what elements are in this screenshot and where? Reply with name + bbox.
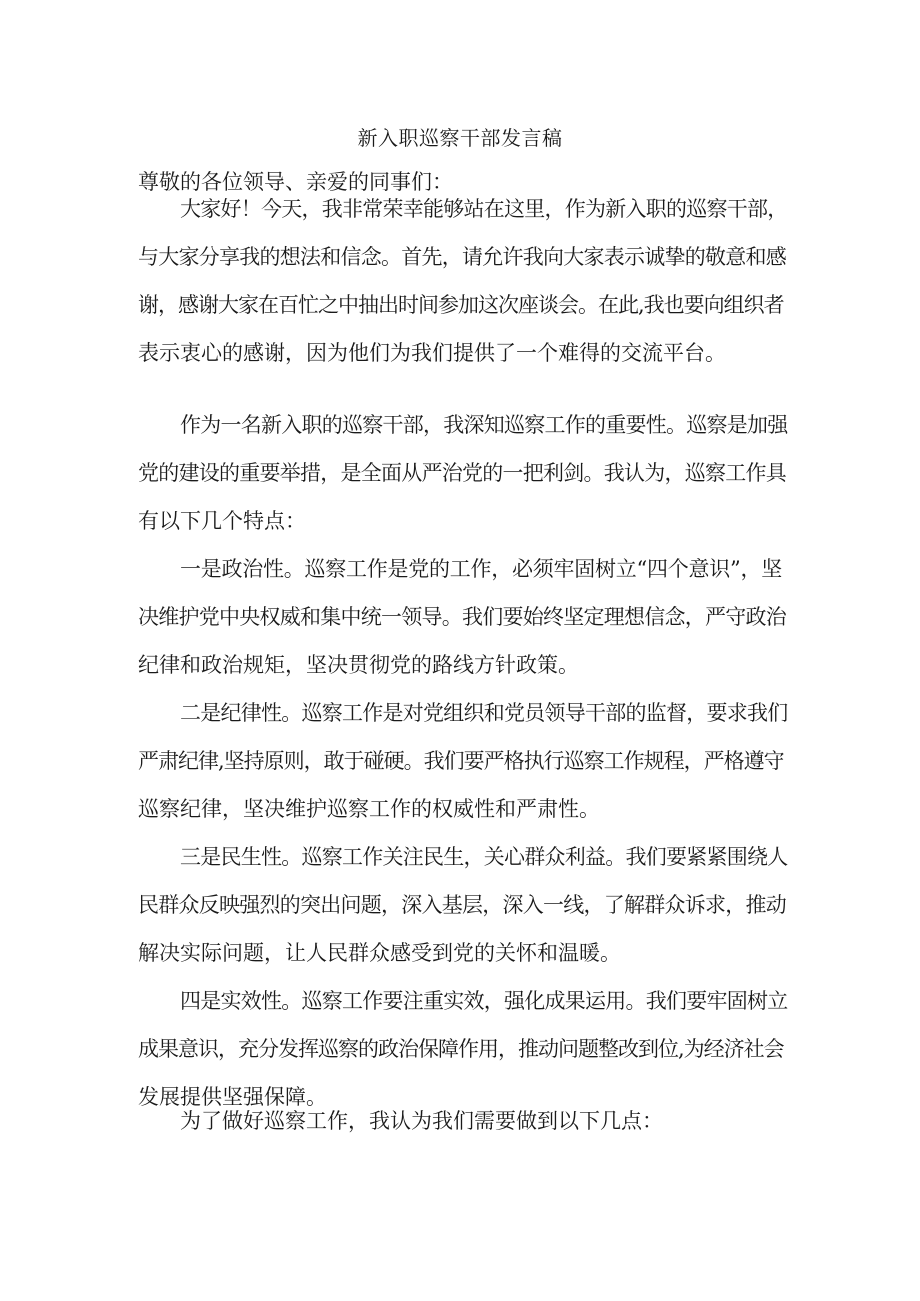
- closing-line: 为了做好巡察工作，我认为我们需要做到以下几点：: [180, 1109, 663, 1133]
- paragraph-political: [138, 545, 788, 689]
- paragraph-line: 纪律和政治规矩，坚决贯彻党的路线方针政策。: [138, 653, 579, 677]
- paragraph-line: 党的建设的重要举措，是全面从严治党的一把利剑。我认为，巡察工作具: [138, 461, 786, 485]
- paragraph-line: 谢，感谢大家在百忙之中抽出时间参加这次座谈会。在此,我也要向组织者: [138, 293, 784, 317]
- paragraph-line: 二是纪律性。巡察工作是对党组织和党员领导干部的监督，要求我们: [180, 701, 788, 725]
- paragraph-line: 严肃纪律,坚持原则，敢于碰硬。我们要严格执行巡察工作规程，严格遵守: [138, 749, 784, 773]
- paragraph-line: 作为一名新入职的巡察干部，我深知巡察工作的重要性。巡察是加强: [180, 413, 788, 437]
- salutation: 尊敬的各位领导、亲爱的同事们：: [138, 170, 453, 194]
- paragraph-effectiveness: [138, 977, 788, 1121]
- paragraph-livelihood: [138, 833, 788, 977]
- paragraph-line: 巡察纪律，坚决维护巡察工作的权威性和严肃性。: [138, 797, 600, 821]
- paragraph-line: 成果意识，充分发挥巡察的政治保障作用，推动问题整改到位,为经济社会: [138, 1037, 784, 1061]
- paragraph-line: 有以下几个特点：: [138, 509, 306, 533]
- paragraph-line: 表示衷心的感谢，因为他们为我们提供了一个难得的交流平台。: [138, 341, 726, 365]
- paragraph-line: 发展提供坚强保障。: [138, 1085, 327, 1109]
- paragraph-line: 解决实际问题，让人民群众感受到党的关怀和温暖。: [138, 941, 621, 965]
- paragraph-line: 一是政治性。巡察工作是党的工作，必须牢固树立“四个意识”，坚: [180, 557, 782, 581]
- paragraph-line: 民群众反映强烈的突出问题，深入基层，深入一线，了解群众诉求，推动: [138, 893, 786, 917]
- paragraph-importance: [138, 401, 788, 545]
- paragraph-discipline: [138, 689, 788, 833]
- paragraph-greeting: [138, 185, 788, 377]
- paragraph-line: 四是实效性。巡察工作要注重实效，强化成果运用。我们要牢固树立: [180, 989, 788, 1013]
- paragraph-line: 决维护党中央权威和集中统一领导。我们要始终坚定理想信念，严守政治: [138, 605, 786, 629]
- document-title: 新入职巡察干部发言稿: [357, 126, 563, 150]
- paragraph-line: 三是民生性。巡察工作关注民生，关心群众利益。我们要紧紧围绕人: [180, 845, 788, 869]
- paragraph-line: 大家好！今天，我非常荣幸能够站在这里，作为新入职的巡察干部，: [180, 197, 788, 221]
- paragraph-line: 与大家分享我的想法和信念。首先，请允许我向大家表示诚挚的敬意和感: [138, 245, 786, 269]
